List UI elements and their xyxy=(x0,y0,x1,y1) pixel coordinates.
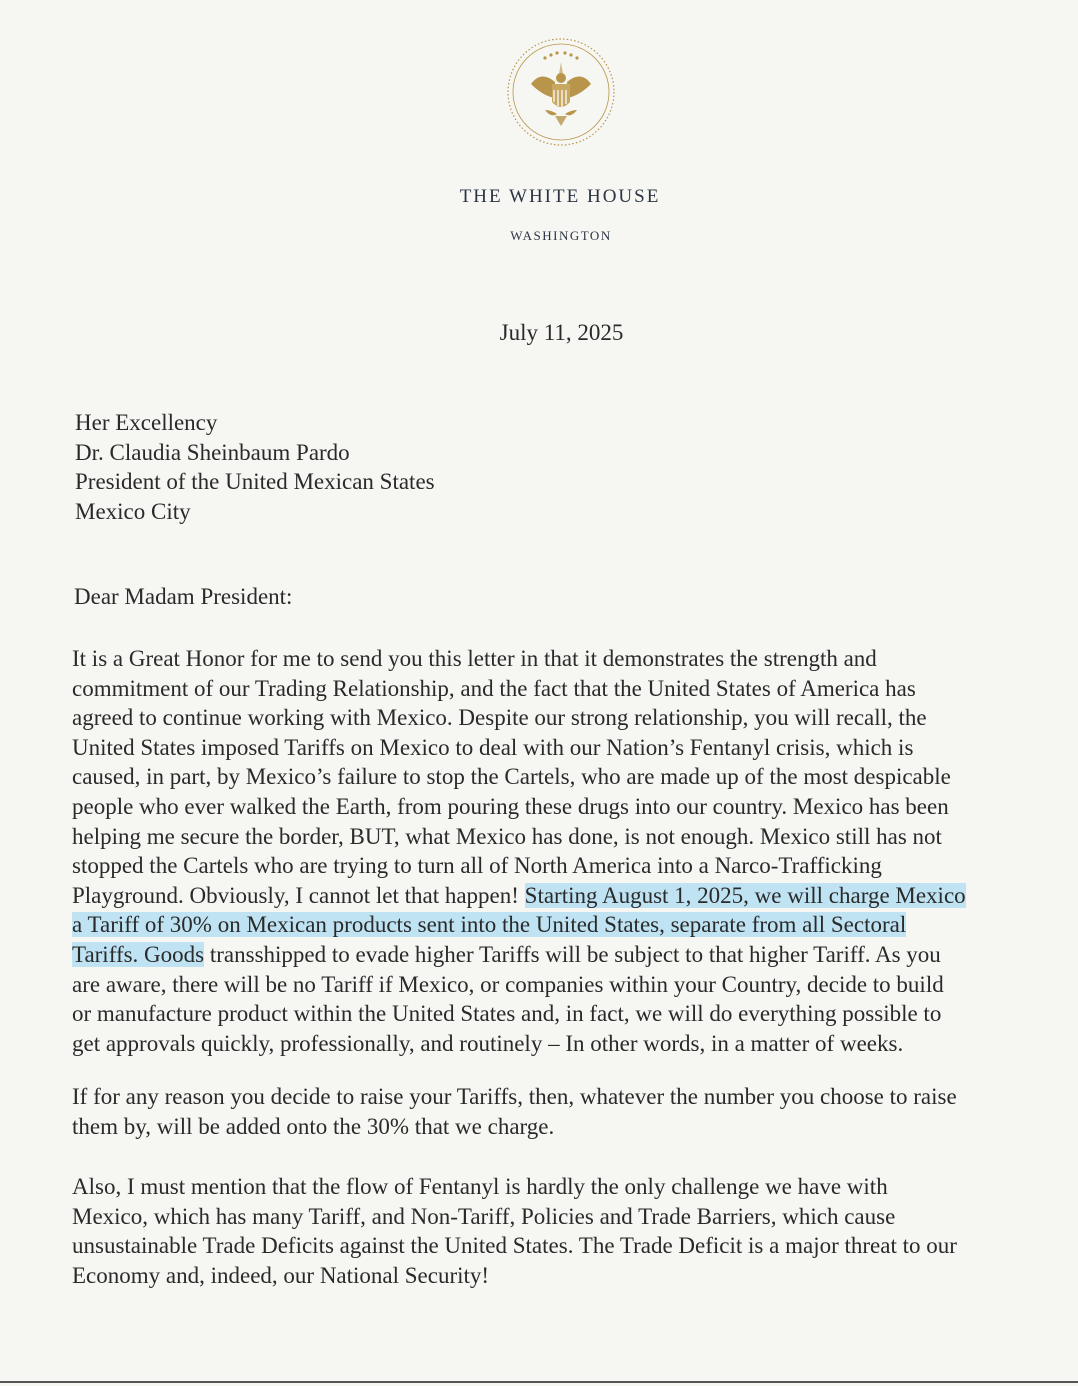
paragraph-3 xyxy=(72,1172,1057,1290)
recipient-address xyxy=(75,408,435,526)
text-line: It is a Great Honor for me to send you this letter in that it demonstrates the strength and xyxy=(72,646,877,671)
text-segment: transshipped to evade higher Tariffs will be subject to that higher Tariff. As you xyxy=(204,941,941,967)
text-line: Mexico, which has many Tariff, and Non-Tariff, Policies and Trade Barriers, which cause xyxy=(72,1203,896,1229)
paragraph-2 xyxy=(72,1082,1057,1141)
highlighted-text: Starting August 1, 2025, we will charge Mexico xyxy=(524,882,966,908)
text-line: Also, I must mention that the flow of Fentanyl is hardly the only challenge we have with xyxy=(72,1174,888,1199)
letterhead-title: THE WHITE HOUSE xyxy=(459,186,661,207)
text-line xyxy=(72,940,1057,970)
text-line: agreed to continue working with Mexico. Despite our strong relationship, you will recall, the xyxy=(72,705,927,731)
bottom-edge xyxy=(0,1381,1078,1383)
text-line: them by, will be added onto the 30% that we charge. xyxy=(72,1113,555,1139)
text-line: If for any reason you decide to raise your Tariffs, then, whatever the number you choose to raise xyxy=(72,1084,957,1109)
text-line: caused, in part, by Mexico’s failure to stop the Cartels, who are made up of the most despicable xyxy=(72,764,951,790)
text-line: get approvals quickly, professionally, and routinely – In other words, in a matter of weeks. xyxy=(72,1030,904,1056)
text-line: United States imposed Tariffs on Mexico to deal with our Nation’s Fentanyl crisis, which is xyxy=(72,734,914,760)
recipient-line: Mexico City xyxy=(75,498,191,524)
text-segment: Playground. Obviously, I cannot let that happen! xyxy=(72,882,525,908)
text-line: or manufacture product within the United States and, in fact, we will do everything possible to xyxy=(72,1001,942,1027)
recipient-line: Dr. Claudia Sheinbaum Pardo xyxy=(75,439,350,465)
text-line: are aware, there will be no Tariff if Mexico, or companies within your Country, decide to build xyxy=(72,971,944,997)
presidential-seal-icon xyxy=(505,36,617,148)
highlighted-text: Tariffs. Goods xyxy=(72,941,205,967)
text-line: unsustainable Trade Deficits against the United States. The Trade Deficit is a major threat to our xyxy=(72,1233,957,1259)
text-line: people who ever walked the Earth, from pouring these drugs into our country. Mexico has been xyxy=(72,793,949,819)
text-line xyxy=(72,910,1057,940)
recipient-line: President of the United Mexican States xyxy=(75,469,435,494)
letter-date: July 11, 2025 xyxy=(499,320,624,345)
text-line: Economy and, indeed, our National Security! xyxy=(72,1262,490,1288)
text-line: commitment of our Trading Relationship, and the fact that the United States of America has xyxy=(72,675,916,701)
recipient-line: Her Excellency xyxy=(75,410,218,435)
text-line: stopped the Cartels who are trying to turn all of North America into a Narco-Trafficking xyxy=(72,853,882,879)
text-line: helping me secure the border, BUT, what Mexico has done, is not enough. Mexico still has not xyxy=(72,823,942,849)
salutation: Dear Madam President: xyxy=(74,584,293,609)
text-line xyxy=(72,881,1057,911)
letterhead-subtitle: WASHINGTON xyxy=(510,228,612,243)
paragraph-1 xyxy=(72,644,1057,1058)
highlighted-text: a Tariff of 30% on Mexican products sent into the United States, separate from all Sectoral xyxy=(72,912,907,938)
